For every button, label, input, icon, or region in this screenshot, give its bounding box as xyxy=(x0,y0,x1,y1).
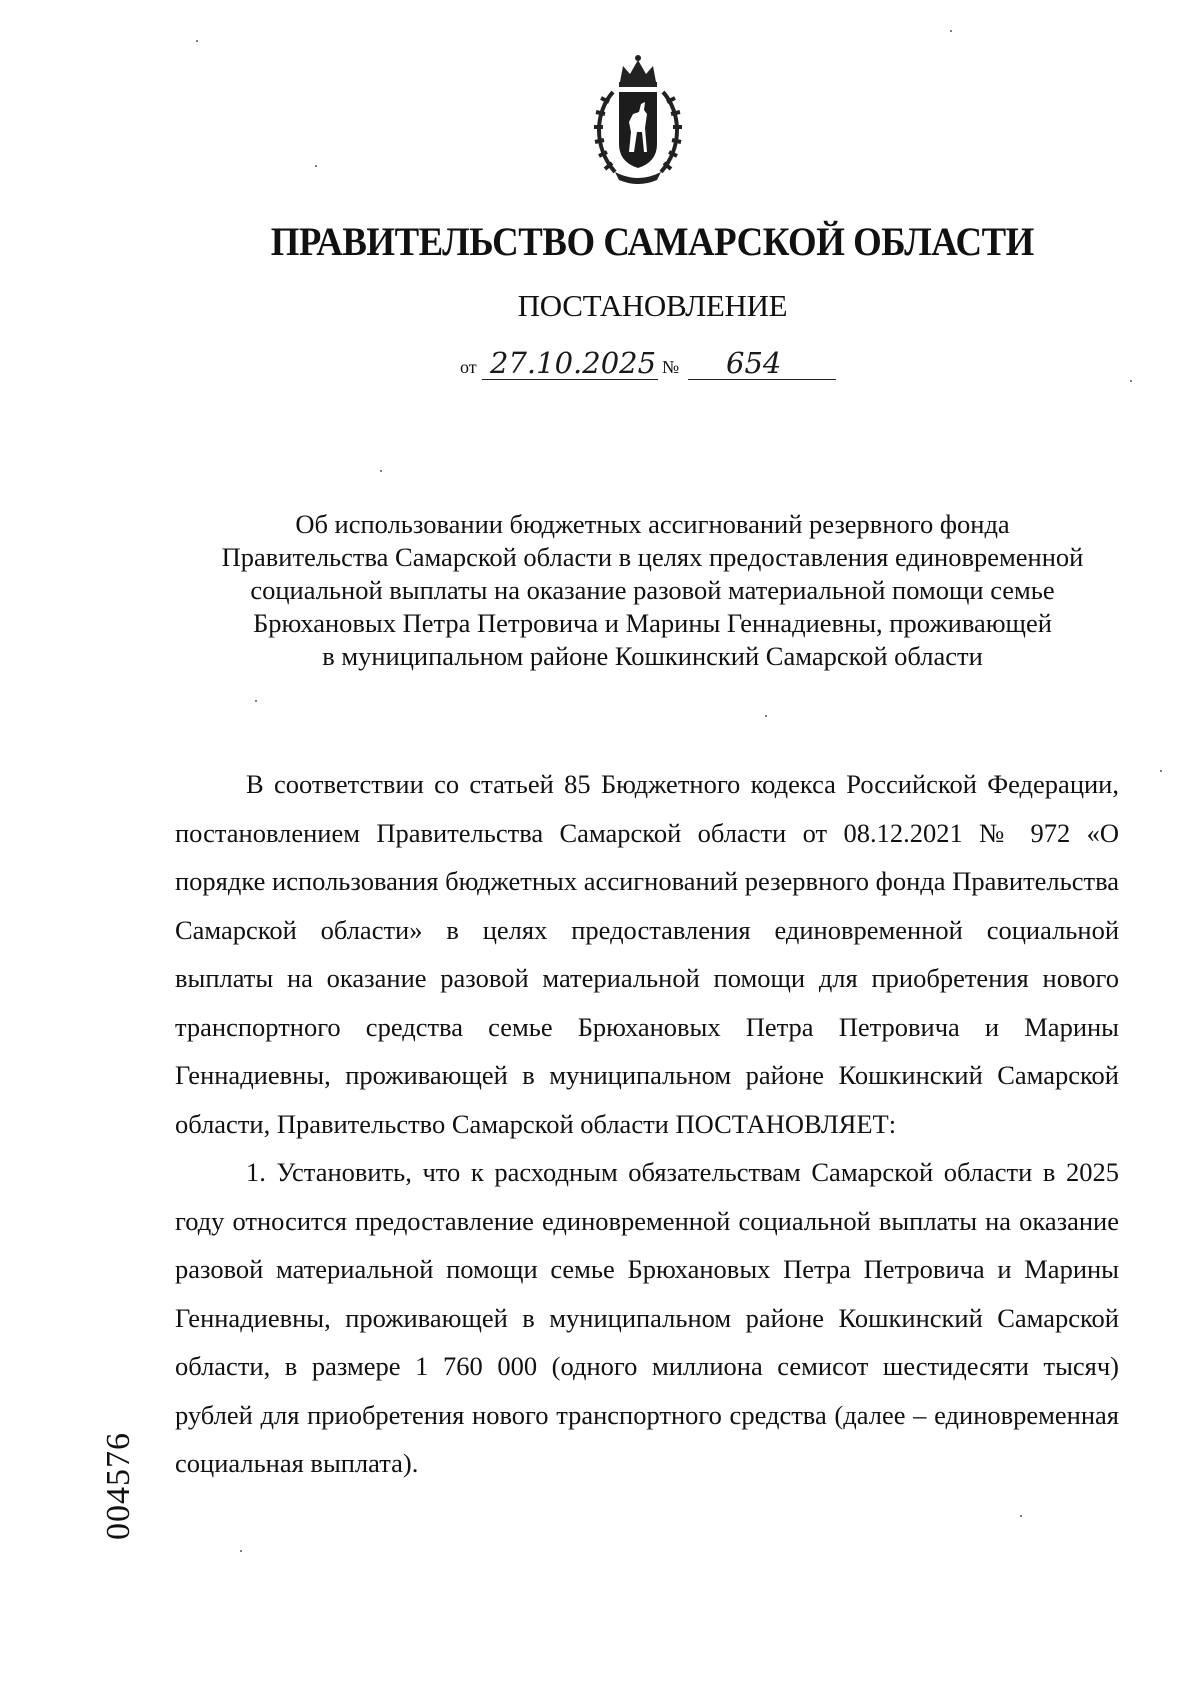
document-type: ПОСТАНОВЛЕНИЕ xyxy=(517,288,788,323)
samara-coat-of-arms-icon xyxy=(585,52,691,188)
scan-speck xyxy=(1020,1515,1022,1517)
date-number-line xyxy=(460,344,860,390)
scan-speck xyxy=(1160,770,1162,772)
number-handwritten: 654 xyxy=(726,346,782,380)
scan-speck xyxy=(1130,380,1132,382)
subject-line: Правительства Самарской области в целях предоставления единовременной xyxy=(221,542,1084,572)
body-paragraph-item-1: 1. Установить, что к расходным обязательствам Самарской области в 2025 году относится предоставление единовременной социальной выплаты на оказание разовой материальной помощи семье Брюхановых Петра Петровича и Марины Геннадиевны, проживающей в муниципальном районе Кошкинский Самарской области, в размере 1 760 000 (одного миллиона семисот шестидесяти тысяч) рублей для приобретения нового транспортного средства (далее – единовременная социальная выплата). xyxy=(175,1157,1119,1478)
scan-speck xyxy=(380,470,382,472)
scan-speck xyxy=(255,700,257,702)
subject-line: социальной выплаты на оказание разовой материальной помощи семье xyxy=(250,575,1055,605)
scan-speck xyxy=(950,30,952,32)
body-paragraph-preamble: В соответствии со статьей 85 Бюджетного кодекса Российской Федерации, постановлением Правительства Самарской области от 08.12.2021 № 972 «О порядке использования бюджетных ассигнований резервного фонда Правительства Самарской области» в целях предоставления единовременной социальной выплаты на оказание разовой материальной помощи для приобретения нового транспортного средства семье Брюхановых Петра Петровича и Марины Геннадиевны, проживающей в муниципальном районе Кошкинский Самарской области, Правительство Самарской области ПОСТАНОВЛЯЕТ: xyxy=(175,769,1119,1139)
scan-speck xyxy=(196,40,198,42)
document-subject xyxy=(150,508,1155,673)
date-prefix: от xyxy=(460,357,477,377)
scan-speck xyxy=(765,715,767,717)
subject-line: Об использовании бюджетных ассигнований резервного фонда xyxy=(295,509,1010,539)
margin-serial-number: 004576 xyxy=(100,1432,137,1540)
scan-speck xyxy=(315,165,317,167)
document-body xyxy=(175,760,1119,1488)
scan-speck xyxy=(240,1550,242,1552)
organization-title: ПРАВИТЕЛЬСТВО САМАРСКОЙ ОБЛАСТИ xyxy=(270,219,1034,264)
number-prefix: № xyxy=(662,357,680,377)
subject-line: в муниципальном районе Кошкинский Самарской области xyxy=(322,641,983,671)
subject-line: Брюхановых Петра Петровича и Марины Геннадиевны, проживающей xyxy=(253,608,1052,638)
date-handwritten: 27.10.2025 xyxy=(490,346,657,380)
